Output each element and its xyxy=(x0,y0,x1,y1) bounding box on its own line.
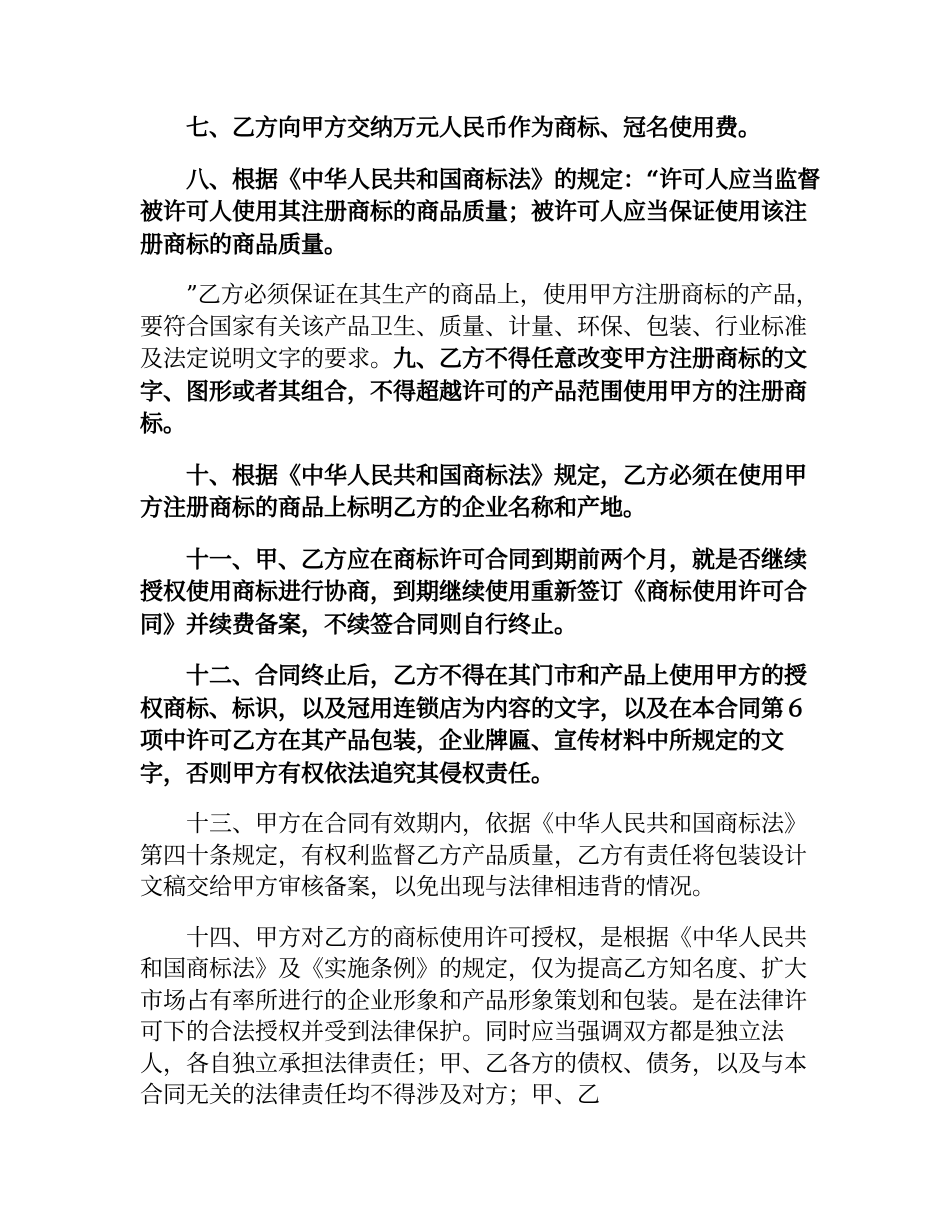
clause-14 xyxy=(140,923,828,1112)
clause-11 xyxy=(140,544,828,642)
clause-13-text: 十三、甲方在合同有效期内，依据《中华人民共和国商标法》第四十条规定，有权利监督乙方产品质量，乙方有责任将包装设计文稿交给甲方审核备案，以免出现与法律相违背的情况。 xyxy=(140,811,807,900)
clause-11-text: 十一、甲、乙方应在商标许可合同到期前两个月，就是否继续授权使用商标进行协商，到期继续使用重新签订《商标使用许可合同》并续费备案，不续签合同则自行终止。 xyxy=(140,545,807,638)
clause-9-text: 九、乙方不得任意改变甲方注册商标的文字、图形或者其组合，不得超越许可的产品范围使用甲方的注册商标。 xyxy=(140,345,807,437)
clause-10 xyxy=(140,460,828,525)
clause-7-text: 七、乙方向甲方交纳万元人民币作为商标、冠名使用费。 xyxy=(186,114,761,141)
clause-8-text: 八、根据《中华人民共和国商标法》的规定：“许可人应当监督被许可人使用其注册商标的商品质量；被许可人应当保证使用该注册商标的商品质量。 xyxy=(140,165,821,258)
clause-8-continuation-and-9 xyxy=(140,280,828,441)
clause-13 xyxy=(140,809,828,904)
clause-8 xyxy=(140,164,828,262)
clause-10-text: 十、根据《中华人民共和国商标法》规定，乙方必须在使用甲方注册商标的商品上标明乙方的企业名称和产地。 xyxy=(140,461,807,521)
clause-12-text: 十二、合同终止后，乙方不得在其门市和产品上使用甲方的授权商标、标识，以及冠用连锁店为内容的文字，以及在本合同第６项中许可乙方在其产品包装，企业牌匾、宣传材料中所规定的文字，否则甲方有权依法追究其侵权责任。 xyxy=(140,662,807,787)
clause-14-text: 十四、甲方对乙方的商标使用许可授权，是根据《中华人民共和国商标法》及《实施条例》的规定，仅为提高乙方知名度、扩大市场占有率所进行的企业形象和产品形象策划和包装。是在法律许可下的合法授权并受到法律保护。同时应当强调双方都是独立法人，各自独立承担法律责任；甲、乙各方的债权、债务，以及与本合同无关的法律责任均不得涉及对方；甲、乙 xyxy=(140,924,807,1108)
clause-8-continuation-text: ”乙方必须保证在其生产的商品上，使用甲方注册商标的产品，要符合国家有关该产品卫生、质量、计量、环保、包装、行业标准及法定说明文字的要求。 xyxy=(140,282,819,372)
document-body xyxy=(140,112,828,1131)
clause-7 xyxy=(140,112,828,145)
clause-12 xyxy=(140,660,828,790)
